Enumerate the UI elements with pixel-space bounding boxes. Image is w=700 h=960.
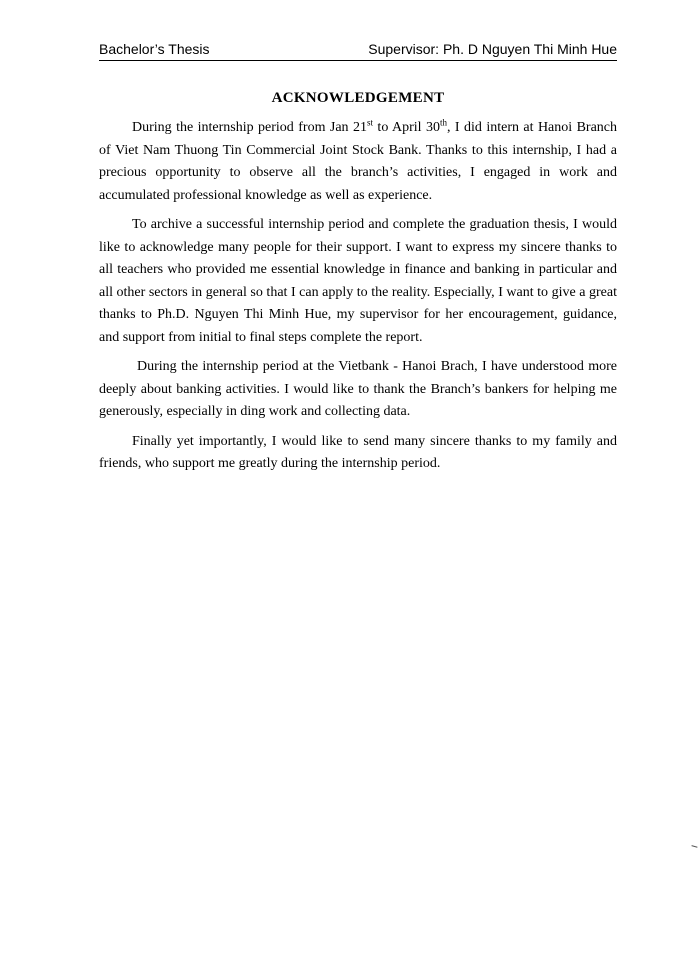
superscript-th: th <box>439 117 447 128</box>
paragraph-thanks-teachers: To archive a successful internship period and complete the graduation thesis, I would like to acknowledge many people for their support. I want to express my sincere thanks to all teachers who provided me essential knowledge in finance and banking in particular and all other sectors in general so that I can apply to the reality. Especially, I want to give a great thanks to Ph.D. Nguyen Thi Minh Hue, my supervisor for her encouragement, guidance, and support from initial to final steps complete the report. <box>99 217 617 345</box>
paragraph-internship <box>99 117 617 207</box>
paragraph-thanks-family: Finally yet importantly, I would like to send many sincere thanks to my family and friends, who support me greatly during the internship period. <box>99 433 617 471</box>
paragraph-thanks-bankers: During the internship period at the Vietbank - Hanoi Brach, I have understood more deeply about banking activities. I would like to thank the Branch’s bankers for helping me generously, especially in ding work and collecting data. <box>99 359 617 419</box>
acknowledgement-body <box>99 117 617 483</box>
paragraph-text: to April 30 <box>373 120 440 135</box>
supervisor-label: Supervisor: Ph. D Nguyen Thi Minh Hue <box>368 41 617 57</box>
page-title: ACKNOWLEDGEMENT <box>271 90 445 106</box>
thesis-label: Bachelor’s Thesis <box>99 41 210 57</box>
paragraph-text: , I did intern at Hanoi Branch of Viet Nam Thuong Tin Commercial Joint Stock Bank. Thanks to this internship, I had a precious opportunity to observe all the branch’s activities, I engaged in work and accumulated professional knowledge as well as experience. <box>99 120 618 203</box>
superscript-st: st <box>366 117 373 128</box>
paragraph-text: During the internship period from Jan 21 <box>132 120 367 135</box>
page-edge-mark <box>691 841 698 847</box>
page-header <box>99 40 617 61</box>
